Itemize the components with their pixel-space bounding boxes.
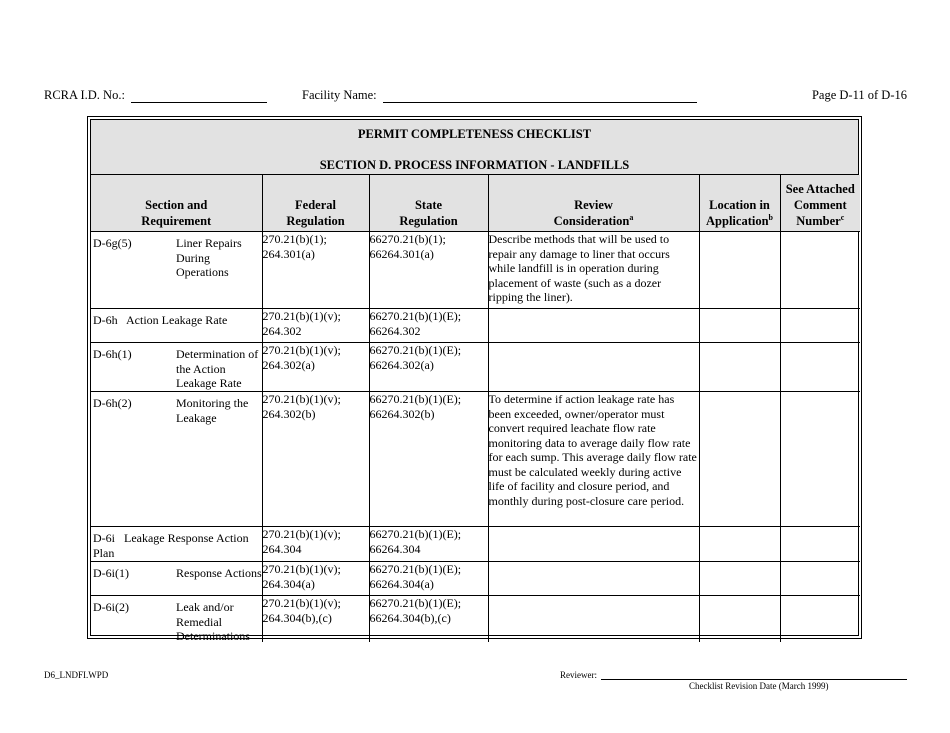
- state-cell: 66270.21(b)(1)(E); 66264.302(a): [369, 343, 488, 392]
- comment-cell[interactable]: [780, 527, 860, 562]
- section-cell: [91, 562, 262, 596]
- review-cell: [488, 562, 699, 596]
- section-cell: [91, 392, 262, 527]
- col-header-location: Location in Application$^b$: [699, 175, 780, 232]
- section-requirement: Leak and/or Remedial Determinations: [176, 600, 250, 643]
- rcra-id-blank[interactable]: [131, 90, 267, 103]
- section-requirement: Response Actions: [176, 566, 262, 580]
- review-cell: [488, 596, 699, 642]
- checklist-inner: [90, 119, 859, 643]
- section-code: D-6i(1): [93, 566, 129, 580]
- table-row: [91, 232, 860, 309]
- section-code-requirement: [93, 313, 259, 328]
- state-cell: 66270.21(b)(1)(E); 66264.302: [369, 309, 488, 343]
- file-name: D6_LNDFI.WPD: [44, 670, 109, 680]
- federal-cell: 270.21(b)(1)(v); 264.302: [262, 309, 369, 343]
- review-cell: [488, 309, 699, 343]
- checklist-title-area: [91, 120, 858, 175]
- federal-cell: 270.21(b)(1); 264.301(a): [262, 232, 369, 309]
- section-code: D-6h(2): [93, 396, 132, 410]
- review-cell: [488, 527, 699, 562]
- review-cell: Describe methods that will be used to repair any damage to liner that occurs while landfill is in operation during placement of waste (such as a dozer ripping the liner).: [488, 232, 699, 309]
- table-row: [91, 562, 860, 596]
- location-cell[interactable]: [699, 596, 780, 642]
- location-cell[interactable]: [699, 527, 780, 562]
- table-row: [91, 343, 860, 392]
- page-number: Page D-11 of D-16: [811, 88, 907, 102]
- comment-cell[interactable]: [780, 232, 860, 309]
- federal-cell: 270.21(b)(1)(v); 264.304(b),(c): [262, 596, 369, 642]
- section-code: D-6g(5): [93, 236, 132, 250]
- section-code: D-6i(2): [93, 600, 129, 614]
- federal-cell: 270.21(b)(1)(v); 264.304: [262, 527, 369, 562]
- revision-date: Checklist Revision Date (March 1999): [689, 681, 829, 691]
- state-cell: 66270.21(b)(1)(E); 66264.304(a): [369, 562, 488, 596]
- comment-cell[interactable]: [780, 309, 860, 343]
- comment-cell[interactable]: [780, 596, 860, 642]
- federal-cell: 270.21(b)(1)(v); 264.302(a): [262, 343, 369, 392]
- review-cell: [488, 343, 699, 392]
- col-header-federal: Federal Regulation: [262, 175, 369, 232]
- facility-name-field: [302, 88, 697, 103]
- section-requirement: Liner Repairs During Operations: [176, 236, 242, 279]
- section-cell: [91, 343, 262, 392]
- reviewer-blank[interactable]: [601, 670, 907, 680]
- state-cell: 66270.21(b)(1)(E); 66264.304: [369, 527, 488, 562]
- table-row: [91, 527, 860, 562]
- col-header-review: Review Consideration$^a$: [488, 175, 699, 232]
- state-cell: 66270.21(b)(1)(E); 66264.302(b): [369, 392, 488, 527]
- location-cell[interactable]: [699, 232, 780, 309]
- section-code: D-6h(1): [93, 347, 132, 361]
- location-cell[interactable]: [699, 392, 780, 527]
- section-requirement: Action Leakage Rate: [126, 313, 228, 327]
- comment-cell[interactable]: [780, 562, 860, 596]
- state-cell: 66270.21(b)(1)(E); 66264.304(b),(c): [369, 596, 488, 642]
- section-cell: [91, 232, 262, 309]
- federal-cell: 270.21(b)(1)(v); 264.302(b): [262, 392, 369, 527]
- checklist-table: [91, 175, 860, 642]
- rcra-id-field: [44, 88, 267, 103]
- header-row: [91, 175, 860, 232]
- section-requirement: Leakage Response Action Plan: [93, 531, 249, 560]
- facility-name-label: Facility Name:: [302, 88, 377, 102]
- location-cell[interactable]: [699, 343, 780, 392]
- col-header-state: State Regulation: [369, 175, 488, 232]
- section-cell: [91, 596, 262, 642]
- facility-name-blank[interactable]: [383, 90, 697, 103]
- table-row: [91, 596, 860, 642]
- location-cell[interactable]: [699, 309, 780, 343]
- location-cell[interactable]: [699, 562, 780, 596]
- section-cell: [91, 309, 262, 343]
- col-header-comment: See Attached Comment Number$^c$: [780, 175, 860, 232]
- comment-cell[interactable]: [780, 392, 860, 527]
- section-requirement: Determination of the Action Leakage Rate: [176, 347, 259, 390]
- section-requirement: Monitoring the Leakage: [176, 396, 249, 425]
- section-code: D-6i: [93, 531, 115, 545]
- section-code-requirement: [93, 531, 253, 560]
- section-title: SECTION D. PROCESS INFORMATION - LANDFILLS: [319, 158, 630, 172]
- state-cell: 66270.21(b)(1); 66264.301(a): [369, 232, 488, 309]
- table-row: [91, 309, 860, 343]
- section-cell: [91, 527, 262, 562]
- reviewer-label: Reviewer:: [560, 670, 597, 680]
- comment-cell[interactable]: [780, 343, 860, 392]
- federal-cell: 270.21(b)(1)(v); 264.304(a): [262, 562, 369, 596]
- checklist-frame: [87, 116, 862, 643]
- review-cell: To determine if action leakage rate has been exceeded, owner/operator must convert required leachate flow rate monitoring data to average daily flow rate for each sump. This average daily flow rate must be calculated weekly during active life of facility and closure period, and monthly during post-closure care period.: [488, 392, 699, 527]
- table-row: [91, 392, 860, 527]
- col-header-section: Section and Requirement: [91, 175, 262, 232]
- rcra-id-label: RCRA I.D. No.:: [44, 88, 125, 102]
- reviewer-field: [560, 670, 907, 680]
- checklist-title: PERMIT COMPLETENESS CHECKLIST: [357, 127, 592, 141]
- section-code: D-6h: [93, 313, 118, 327]
